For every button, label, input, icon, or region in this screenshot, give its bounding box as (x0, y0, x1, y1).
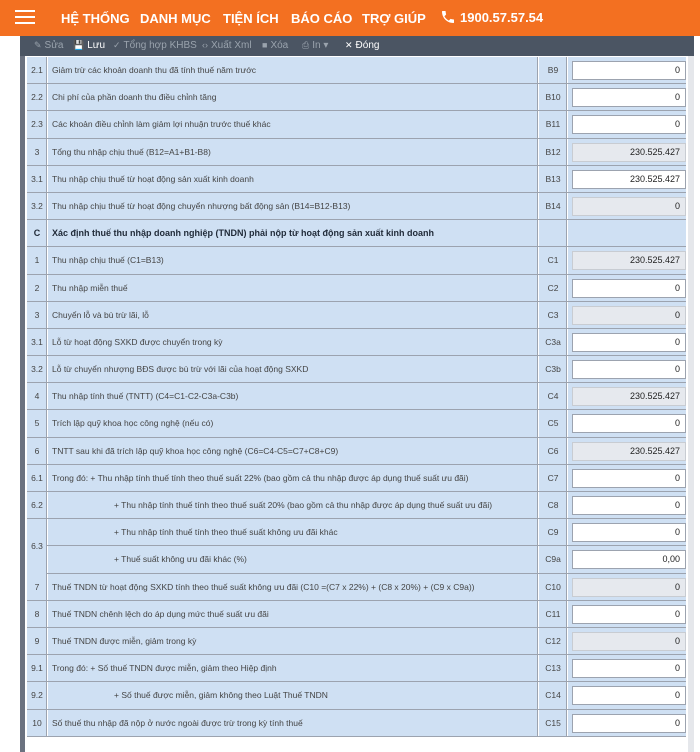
row-description: Thuế TNDN được miễn, giảm trong kỳ (48, 628, 538, 654)
value-cell (568, 84, 686, 110)
row-number: 9 (27, 628, 47, 654)
nav-item-tien-ich[interactable]: TIỆN ÍCH (223, 11, 279, 26)
hamburger-menu-icon[interactable] (15, 10, 35, 26)
check-circle-icon: ✓ (113, 40, 121, 50)
value-input: 230.525.427 (572, 387, 686, 406)
row-code: C5 (539, 410, 567, 436)
row-number: 5 (27, 410, 47, 436)
row-number: C (27, 220, 47, 246)
edit-button[interactable]: ✎ Sửa (34, 40, 64, 51)
summary-khbs-button[interactable]: ✓ Tổng hợp KHBS (113, 40, 197, 51)
value-cell (568, 655, 686, 681)
value-cell (568, 383, 686, 409)
row-number: 3.1 (27, 166, 47, 192)
save-button[interactable]: 💾 Lưu (73, 40, 106, 51)
row-description: Thuế TNDN từ hoạt động SXKD tính theo thuế suất không ưu đãi (C10 =(C7 x 22%) + (C8 x 20%) + (C9 x C9a)) (48, 574, 538, 600)
trash-icon: ■ (262, 40, 268, 50)
row-code: C3b (539, 356, 567, 382)
row-number: 3.1 (27, 329, 47, 355)
table-row (27, 84, 686, 111)
row-number: 3 (27, 302, 47, 328)
top-nav-bar (0, 0, 700, 36)
value-input[interactable]: 0 (572, 61, 686, 80)
value-input[interactable]: 0 (572, 115, 686, 134)
value-cell (568, 492, 686, 518)
value-cell (568, 193, 686, 219)
row-code: C14 (539, 682, 567, 708)
row-description: Thu nhập miễn thuế (48, 275, 538, 301)
value-cell (568, 519, 686, 545)
value-cell (568, 546, 686, 572)
row-number: 3.2 (27, 356, 47, 382)
table-row (27, 410, 686, 437)
value-input[interactable]: 0 (572, 88, 686, 107)
row-code: C4 (539, 383, 567, 409)
table-row (27, 275, 686, 302)
row-number: 2.3 (27, 111, 47, 137)
row-description: Thu nhập chịu thuế từ hoạt động chuyển nhượng bất động sản (B14=B12-B13) (48, 193, 538, 219)
value-input[interactable]: 0 (572, 686, 686, 705)
row-code: C11 (539, 601, 567, 627)
value-cell (568, 682, 686, 708)
value-cell (568, 356, 686, 382)
table-row (27, 546, 686, 573)
row-number: 3.2 (27, 193, 47, 219)
row-code: C13 (539, 655, 567, 681)
value-input[interactable]: 0 (572, 279, 686, 298)
value-cell (568, 438, 686, 464)
row-description: Số thuế thu nhập đã nộp ở nước ngoài được trừ trong kỳ tính thuế (48, 710, 538, 736)
value-cell (568, 275, 686, 301)
value-input[interactable]: 0 (572, 360, 686, 379)
save-icon: 💾 (73, 40, 85, 50)
print-button[interactable]: ⎙ In ▾ (302, 40, 329, 51)
row-description: Chuyển lỗ và bù trừ lãi, lỗ (48, 302, 538, 328)
row-code: B11 (539, 111, 567, 137)
row-description: Giảm trừ các khoản doanh thu đã tính thuế năm trước (48, 57, 538, 83)
row-code: C2 (539, 275, 567, 301)
table-row (27, 492, 686, 519)
row-number: 3 (27, 139, 47, 165)
value-input: 0 (572, 306, 686, 325)
row-code: C6 (539, 438, 567, 464)
table-row (27, 139, 686, 166)
row-description: Lỗ từ hoạt động SXKD được chuyển trong kỳ (48, 329, 538, 355)
printer-icon: ⎙ (302, 40, 310, 50)
row-code: C10 (539, 574, 567, 600)
table-row (27, 682, 686, 709)
row-code: C8 (539, 492, 567, 518)
row-description: Thu nhập tính thuế (TNTT) (C4=C1-C2-C3a-C3b) (48, 383, 538, 409)
value-cell (568, 601, 686, 627)
export-xml-button[interactable]: ‹› Xuất Xml (202, 40, 252, 51)
row-number: 1 (27, 247, 47, 273)
vertical-scrollbar[interactable] (688, 56, 694, 752)
edit-icon: ✎ (34, 40, 42, 50)
tax-table (27, 57, 686, 737)
row-code: C15 (539, 710, 567, 736)
row-code: B13 (539, 166, 567, 192)
value-cell (568, 111, 686, 137)
table-row (27, 57, 686, 84)
value-cell (568, 220, 686, 246)
row-code: B14 (539, 193, 567, 219)
table-row (27, 193, 686, 220)
value-cell (568, 166, 686, 192)
value-input[interactable]: 0 (572, 605, 686, 624)
row-description: + Số thuế được miễn, giảm không theo Luật Thuế TNDN (48, 682, 538, 708)
row-code (539, 220, 567, 246)
nav-item-he-thong[interactable]: HỆ THỐNG (61, 11, 130, 26)
value-input[interactable]: 0 (572, 414, 686, 433)
row-number: 6 (27, 438, 47, 464)
value-cell (568, 247, 686, 273)
row-code: B9 (539, 57, 567, 83)
hotline-number: 1900.57.57.54 (460, 10, 544, 25)
value-cell (568, 329, 686, 355)
delete-button[interactable]: ■ Xóa (262, 40, 289, 51)
value-input[interactable]: 0 (572, 523, 686, 542)
toolbar (20, 36, 694, 56)
row-description: Tổng thu nhập chịu thuế (B12=A1+B1-B8) (48, 139, 538, 165)
row-description: Thu nhập chịu thuế (C1=B13) (48, 247, 538, 273)
row-description: Trích lập quỹ khoa học công nghệ (nếu có) (48, 410, 538, 436)
value-input: 0 (572, 197, 686, 216)
value-input[interactable]: 0 (572, 469, 686, 488)
row-code: C9 (539, 519, 567, 545)
code-icon: ‹› (202, 40, 208, 50)
row-number: 7 (27, 574, 47, 600)
value-cell (568, 139, 686, 165)
row-code: B10 (539, 84, 567, 110)
table-row (27, 628, 686, 655)
left-border (20, 56, 25, 752)
row-code: B12 (539, 139, 567, 165)
row-description: + Thu nhập tính thuế tính theo thuế suất không ưu đãi khác (48, 519, 538, 545)
table-row (27, 519, 686, 552)
row-description: Trong đó: + Thu nhập tính thuế tính theo thuế suất 22% (bao gồm cả thu nhập được áp dụng thuế suất ưu đãi) (48, 465, 538, 491)
close-icon: ✕ (345, 40, 353, 50)
value-cell (568, 710, 686, 736)
table-row (27, 655, 686, 682)
value-input[interactable]: 0 (572, 714, 686, 733)
value-cell (568, 574, 686, 600)
table-row (27, 383, 686, 410)
row-code: C1 (539, 247, 567, 273)
value-cell (568, 410, 686, 436)
row-description: Thu nhập chịu thuế từ hoạt động sản xuất kinh doanh (48, 166, 538, 192)
row-number: 2.2 (27, 84, 47, 110)
value-cell (568, 57, 686, 83)
row-number: 8 (27, 601, 47, 627)
row-description: Chi phí của phần doanh thu điều chỉnh tăng (48, 84, 538, 110)
table-row (27, 302, 686, 329)
row-number: 2 (27, 275, 47, 301)
row-number: 4 (27, 383, 47, 409)
hotline (440, 9, 543, 25)
row-code: C9a (539, 546, 567, 572)
row-number: 9.1 (27, 655, 47, 681)
row-number: 6.2 (27, 492, 47, 518)
value-input[interactable]: 230.525.427 (572, 170, 686, 189)
row-description: Các khoản điều chỉnh làm giảm lợi nhuận trước thuế khác (48, 111, 538, 137)
table-row (27, 465, 686, 492)
value-input[interactable]: 0 (572, 496, 686, 515)
row-number: 6.1 (27, 465, 47, 491)
nav-item-bao-cao[interactable]: BÁO CÁO (291, 11, 353, 26)
table-row (27, 166, 686, 193)
value-input: 0 (572, 578, 686, 597)
row-description: + Thu nhập tính thuế tính theo thuế suất 20% (bao gồm cả thu nhập được áp dụng thuế suất ưu đãi) (48, 492, 538, 518)
value-input[interactable]: 0,00 (572, 550, 686, 569)
table-row (27, 601, 686, 628)
value-cell (568, 302, 686, 328)
table-row (27, 438, 686, 465)
row-number: 2.1 (27, 57, 47, 83)
nav-item-tro-giup[interactable]: TRỢ GIÚP (362, 11, 426, 26)
row-number: 10 (27, 710, 47, 736)
table-row (27, 111, 686, 138)
row-code: C3a (539, 329, 567, 355)
close-button[interactable]: ✕ Đóng (345, 40, 380, 51)
table-row (27, 329, 686, 356)
value-input: 230.525.427 (572, 251, 686, 270)
row-code: C3 (539, 302, 567, 328)
table-row (27, 710, 686, 737)
row-number: 6.3 (27, 519, 47, 573)
nav-item-danh-muc[interactable]: DANH MỤC (140, 11, 211, 26)
table-row (27, 356, 686, 383)
row-code: C12 (539, 628, 567, 654)
value-input: 0 (572, 632, 686, 651)
value-input[interactable]: 0 (572, 333, 686, 352)
table-row (27, 574, 686, 601)
section-header-row (27, 220, 686, 247)
row-description: Xác định thuế thu nhập doanh nghiệp (TNDN) phải nộp từ hoạt động sản xuất kinh doanh (48, 220, 538, 246)
row-description: + Thuế suất không ưu đãi khác (%) (48, 546, 538, 572)
value-cell (568, 628, 686, 654)
row-description: Trong đó: + Số thuế TNDN được miễn, giảm theo Hiệp định (48, 655, 538, 681)
value-input: 230.525.427 (572, 143, 686, 162)
row-description: Thuế TNDN chênh lệch do áp dụng mức thuế suất ưu đãi (48, 601, 538, 627)
table-row (27, 247, 686, 274)
row-code: C7 (539, 465, 567, 491)
value-input[interactable]: 0 (572, 659, 686, 678)
value-cell (568, 465, 686, 491)
row-description: Lỗ từ chuyển nhượng BĐS được bù trừ với lãi của hoạt động SXKD (48, 356, 538, 382)
row-description: TNTT sau khi đã trích lập quỹ khoa học công nghệ (C6=C4-C5=C7+C8+C9) (48, 438, 538, 464)
value-input: 230.525.427 (572, 442, 686, 461)
phone-icon (440, 9, 456, 25)
row-number: 9.2 (27, 682, 47, 708)
